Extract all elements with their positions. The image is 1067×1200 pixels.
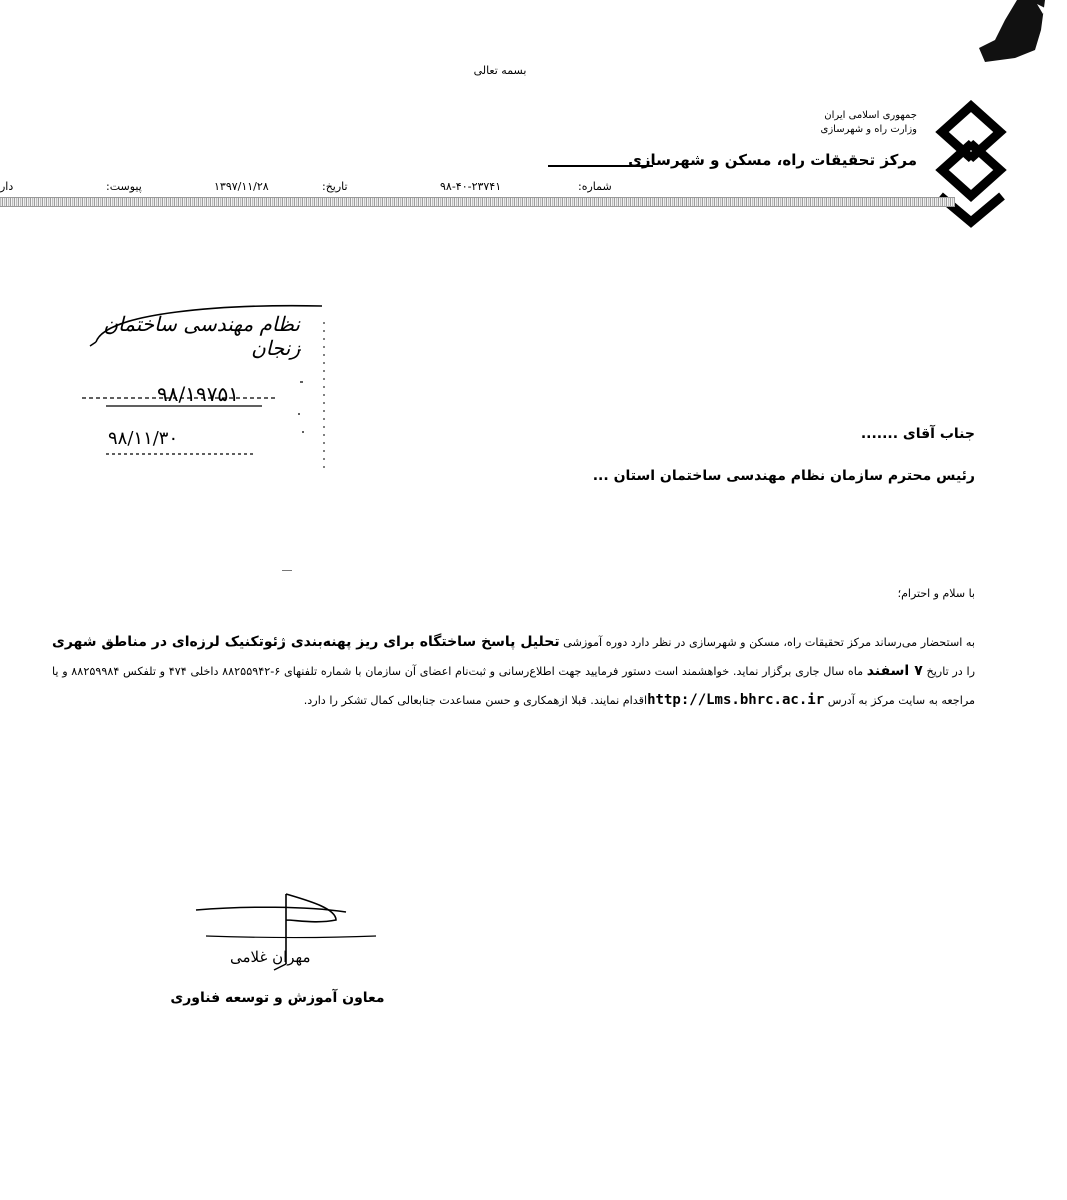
bismillah-text: بسمه تعالی [473,64,527,77]
stamp-org-name: نظام مهندسی ساختمان زنجان [103,312,300,360]
title-underline [548,165,653,167]
letter-number: ۹۸-۴۰-۲۳۷۴۱ [440,180,502,193]
body-text-2: را در تاریخ [926,665,975,678]
cut-label: دار [0,180,14,193]
recipient-salutation: جناب آقای ....... [860,426,975,442]
stray-mark [282,570,292,571]
attachment-label: پیوست: [106,180,142,193]
bhrc-logo-icon [930,100,1012,228]
org-ministry-line: وزارت راه و شهرسازی [820,124,917,135]
letter-body [52,628,975,715]
recipient-title: رئیس محترم سازمان نظام مهندسی ساختمان استان ... [592,468,975,484]
number-label: شماره: [578,180,612,193]
letter-date: ۱۳۹۷/۱۱/۲۸ [214,180,269,193]
course-title: تحلیل پاسخ ساختگاه برای ریز پهنه‌بندی ژئوتکنیک لرزه‌ای در مناطق شهری [52,634,560,650]
org-center-title: مرکز تحقیقات راه، مسکن و شهرسازی [628,151,917,169]
greeting-text: با سلام و احترام؛ [897,587,975,600]
stamp-receipt-number: ۹۸/۱۹۷۵۱ [157,382,239,406]
body-text-1: به استحضار می‌رساند مرکز تحقیقات راه، مسکن و شهرسازی در نظر دارد دوره آموزشی [563,636,975,649]
registration-url: http://Lms.bhrc.ac.ir [647,692,825,708]
body-text-3: ماه سال جاری برگزار نماید. خواهشمند است دستور فرمایید جهت اطلاع‌رسانی و ثبت‌نام اعضای آن سازمان با شماره تلفنهای ۶-۸۸۲۵۵۹۴۲ داخلی ۴۷۴ و تلفکس ۸۸۲۵۹۹۸۴ و یا مراجعه به سایت مرکز به آدرس [52,665,975,707]
org-country-line: جمهوری اسلامی ایران [824,110,917,121]
header-divider [0,197,955,207]
stamp-receipt-date: ۹۸/۱۱/۳۰ [108,428,179,449]
date-label: تاریخ: [322,180,348,193]
ink-blot-mark [975,0,1045,62]
body-text-4: اقدام نمایند. قبلا ازهمکاری و حسن مساعدت جنابعالی کمال تشکر را دارد. [303,694,648,707]
signer-name: مهران غلامی [230,948,311,966]
course-date: ۷ اسفند [866,663,923,679]
signer-title: معاون آموزش و توسعه فناوری [170,990,385,1006]
